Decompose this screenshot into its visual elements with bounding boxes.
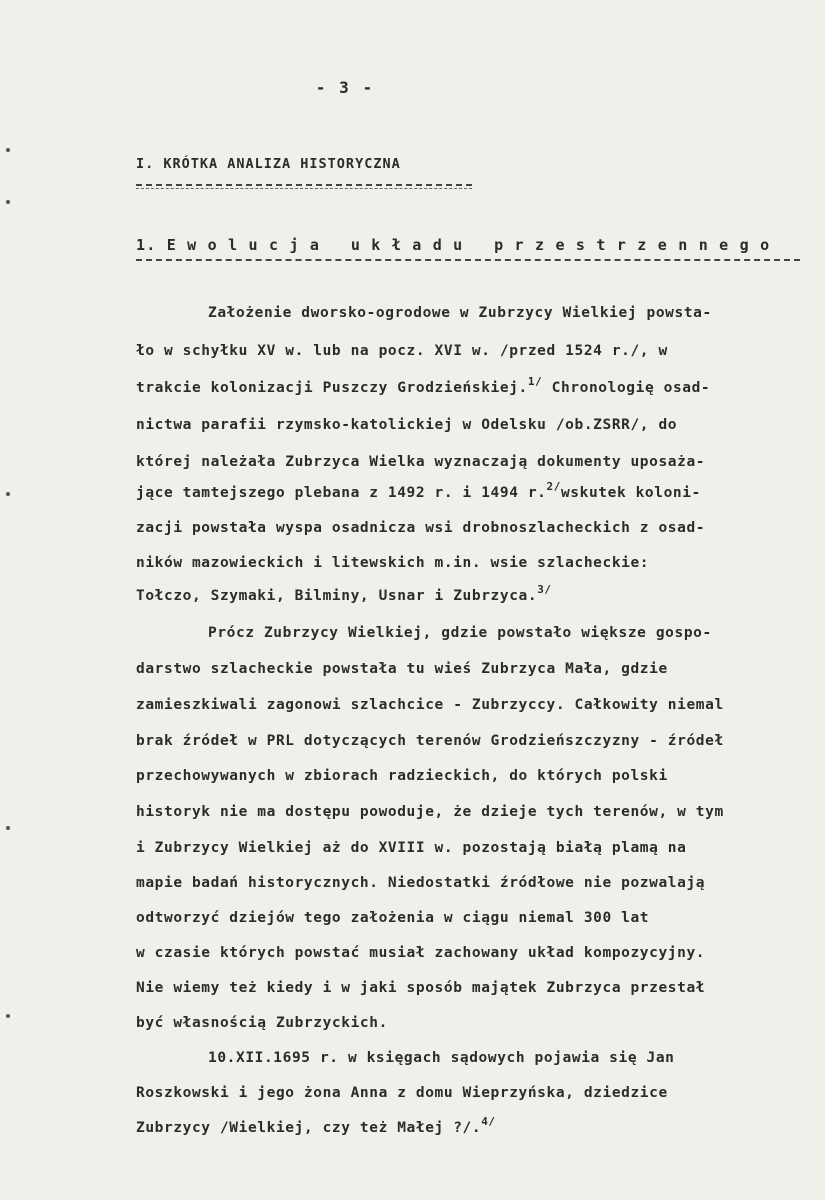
- page-number: - 3 -: [315, 78, 375, 97]
- text-line: której należała Zubrzyca Wielka wyznaczają dokumenty uposaża-: [136, 454, 706, 470]
- subheading-underline: [136, 259, 800, 261]
- text-line-part: jące tamtejszego plebana z 1492 r. i 1494 r.: [136, 485, 547, 501]
- text-line: przechowywanych w zbiorach radzieckich, do których polski: [136, 768, 668, 784]
- text-line: ło w schyłku XV w. lub na pocz. XVI w. /przed 1524 r./, w: [136, 343, 668, 359]
- text-line-part: Zubrzycy /Wielkiej, czy też Małej ?/.: [136, 1120, 482, 1136]
- text-line: zamieszkiwali zagonowi szlachcice - Zubrzyccy. Całkowity niemal: [136, 697, 724, 713]
- text-line: ników mazowieckich i litewskich m.in. wsie szlacheckie:: [136, 555, 650, 571]
- subsection-heading-text: 1. E w o l u c j a u k ł a d u p r z e s t r z e n n e g o: [136, 236, 771, 254]
- text-line: darstwo szlacheckie powstała tu wieś Zubrzyca Mała, gdzie: [136, 661, 668, 677]
- text-line: w czasie których powstać musiał zachowany układ kompozycyjny.: [136, 945, 706, 961]
- text-line: i Zubrzycy Wielkiej aż do XVIII w. pozostają białą plamą na: [136, 840, 687, 856]
- text-line-part: trakcie kolonizacji Puszczy Grodzieńskiej.: [136, 380, 528, 396]
- text-line-part: wskutek koloni-: [560, 485, 701, 501]
- text-line-part: Tołczo, Szymaki, Bilminy, Usnar i Zubrzyca.: [136, 588, 538, 604]
- footnote-ref: 2/: [546, 480, 561, 493]
- text-line: [136, 480, 701, 501]
- punch-hole-mark: [6, 492, 10, 496]
- footnote-ref: 3/: [537, 583, 552, 596]
- text-line: [136, 1115, 496, 1136]
- text-line: być własnością Zubrzyckich.: [136, 1015, 388, 1031]
- text-line: Prócz Zubrzycy Wielkiej, gdzie powstało większe gospo-: [208, 625, 712, 641]
- footnote-ref: 4/: [481, 1115, 496, 1128]
- punch-hole-mark: [6, 148, 10, 152]
- heading-underline: [136, 188, 472, 189]
- text-line: [136, 375, 711, 396]
- subsection-heading: [136, 236, 800, 254]
- punch-hole-mark: [6, 200, 10, 204]
- text-line: Założenie dworsko-ogrodowe w Zubrzycy Wielkiej powsta-: [208, 305, 712, 321]
- heading-underline: [136, 184, 472, 186]
- text-line: historyk nie ma dostępu powoduje, że dzieje tych terenów, w tym: [136, 804, 724, 820]
- section-heading: I. KRÓTKA ANALIZA HISTORYCZNA: [136, 156, 401, 172]
- punch-hole-mark: [6, 826, 10, 830]
- text-line: 10.XII.1695 r. w księgach sądowych pojawia się Jan: [208, 1050, 675, 1066]
- footnote-ref: 1/: [527, 375, 543, 388]
- text-line-part: Chronologię osad-: [551, 380, 711, 396]
- text-line: zacji powstała wyspa osadnicza wsi drobnoszlacheckich z osad-: [136, 520, 706, 536]
- text-line: [136, 583, 552, 604]
- text-line: Roszkowski i jego żona Anna z domu Wieprzyńska, dziedzice: [136, 1085, 668, 1101]
- text-line: brak źródeł w PRL dotyczących terenów Grodzieńszczyzny - źródeł: [136, 733, 724, 749]
- text-line: mapie badań historycznych. Niedostatki źródłowe nie pozwalają: [136, 875, 706, 891]
- punch-hole-mark: [6, 1014, 10, 1018]
- text-line: nictwa parafii rzymsko-katolickiej w Odelsku /ob.ZSRR/, do: [136, 417, 678, 433]
- text-line: Nie wiemy też kiedy i w jaki sposób majątek Zubrzyca przestał: [136, 980, 706, 996]
- text-line: odtworzyć dziejów tego założenia w ciągu niemal 300 lat: [136, 910, 650, 926]
